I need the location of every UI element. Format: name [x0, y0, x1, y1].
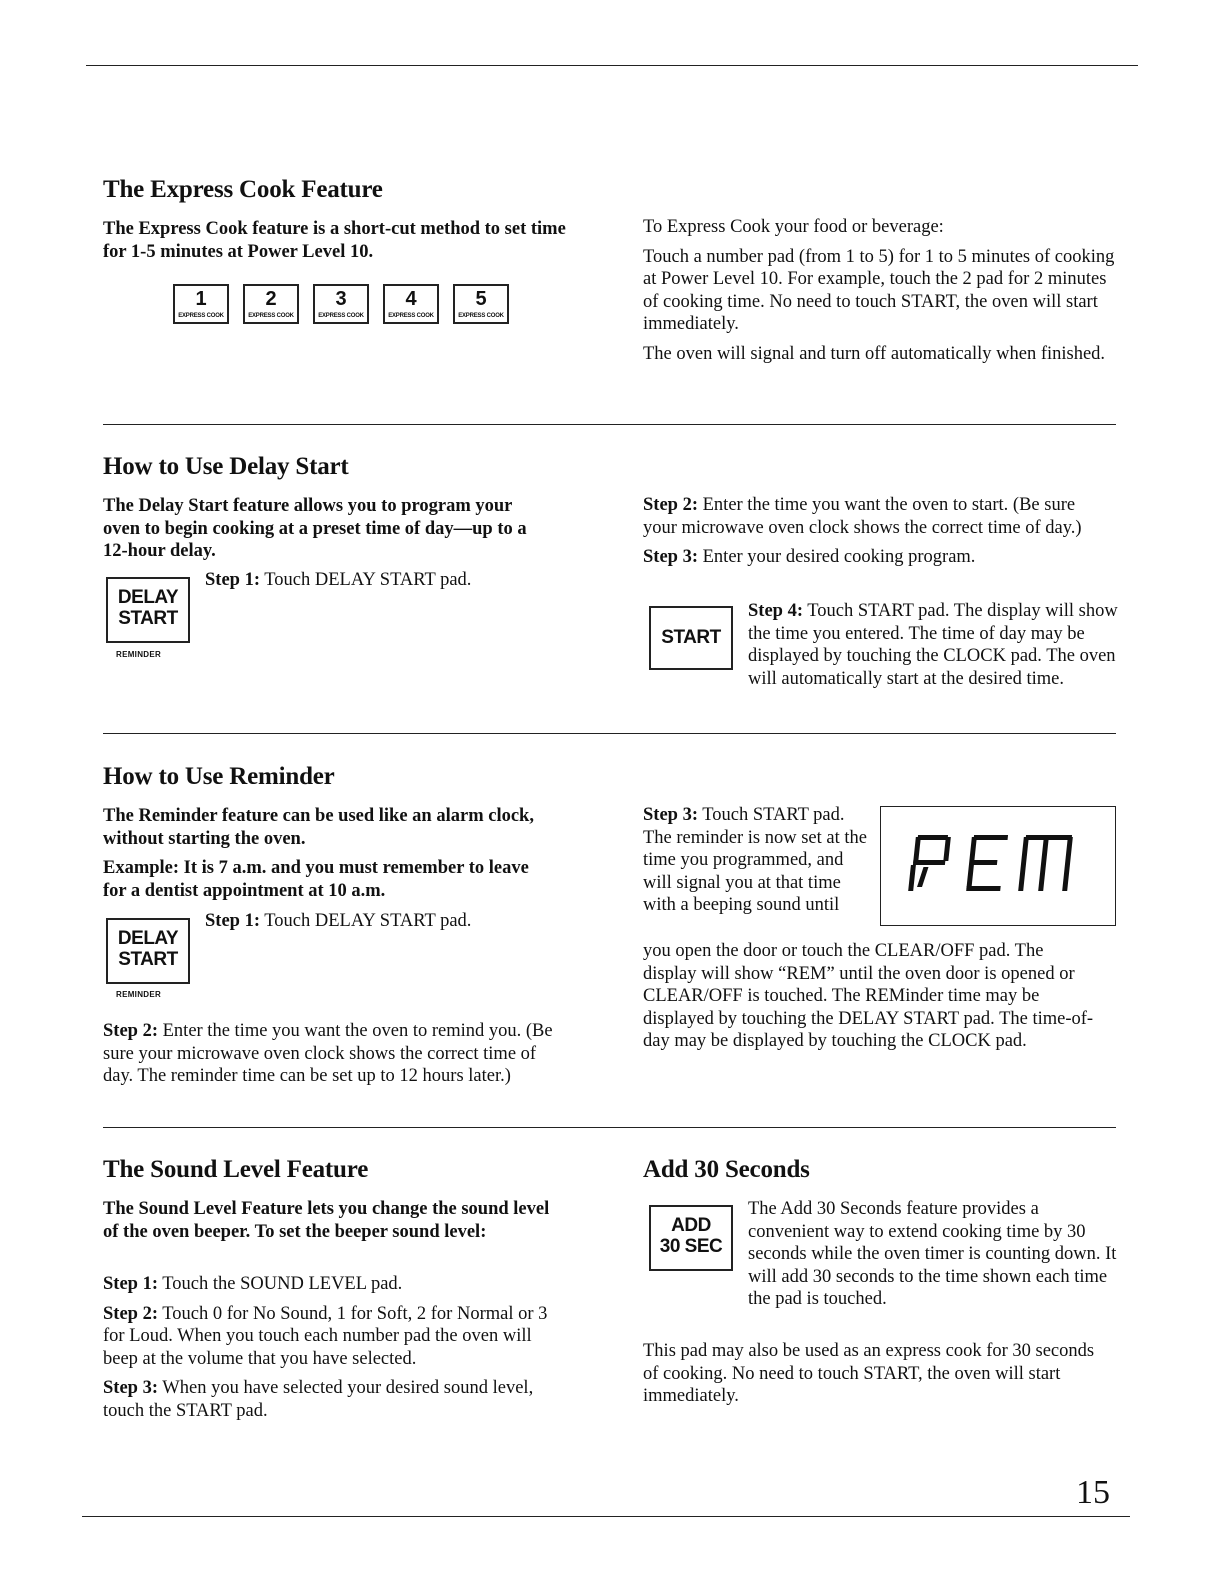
express-intro: To Express Cook your food or beverage:	[643, 217, 944, 237]
section-rule-2	[103, 733, 1116, 734]
express-right-column	[643, 216, 1121, 365]
page-number: 15	[1076, 1474, 1110, 1511]
sound-step3: Step 3: When you have selected your desired sound level, touch the START pad.	[103, 1378, 534, 1421]
add30-description: The Add 30 Seconds feature provides a convenient way to extend cooking time by 30 seconds while the oven timer is counting down. It will add 30 seconds to the time shown each time the pad is touched.	[748, 1199, 1117, 1309]
sound-steps	[103, 1273, 565, 1422]
express-title: The Express Cook Feature	[103, 176, 383, 203]
delay-title: How to Use Delay Start	[103, 453, 349, 480]
delay-pad-sublabel: REMINDER	[116, 650, 162, 659]
delay-start-pad[interactable]: DELAY START	[106, 577, 190, 643]
delay-right-column	[643, 494, 1113, 569]
delay-step1: Step 1: Touch DELAY START pad.	[205, 570, 472, 590]
express-pad-1[interactable]: 1 EXPRESS COOK	[173, 284, 229, 324]
express-pad-5[interactable]: 5 EXPRESS COOK	[453, 284, 509, 324]
reminder-lead: The Reminder feature can be used like an alarm clock, without starting the oven.	[103, 806, 534, 849]
reminder-step3: Step 3: Touch START pad. The reminder is now set at the time you programmed, and will signal you at that time with a beeping sound until	[643, 805, 867, 915]
section-rule-1	[103, 424, 1116, 425]
reminder-step2: Step 2: Enter the time you want the oven to remind you. (Be sure your microwave oven clock shows the correct time of day. The reminder time can be set up to 12 hours later.)	[103, 1021, 553, 1086]
sound-step2: Step 2: Touch 0 for No Sound, 1 for Soft, 2 for Normal or 3 for Loud. When you touch each number pad the oven will beep at the volume that you have selected.	[103, 1303, 548, 1369]
svg-text:REM: REM	[881, 807, 884, 808]
delay-step4: Step 4: Touch START pad. The display will show the time you entered. The time of day may be displayed by touching the CLOCK pad. The oven will automatically start at the desired time.	[748, 601, 1118, 689]
section-rule-3	[103, 1127, 1116, 1128]
express-lead: The Express Cook feature is a short-cut method to set time for 1-5 minutes at Power Level 10.	[103, 219, 566, 262]
sound-step1: Step 1: Touch the SOUND LEVEL pad.	[103, 1274, 403, 1294]
rem-display	[880, 806, 1116, 926]
reminder-delay-start-pad[interactable]: DELAY START	[106, 918, 190, 984]
delay-lead: The Delay Start feature allows you to program your oven to begin cooking at a preset time of day—up to a 12-hour delay.	[103, 496, 527, 561]
express-pad-3[interactable]: 3 EXPRESS COOK	[313, 284, 369, 324]
rem-segment-readout	[881, 807, 1114, 924]
reminder-pad-sublabel: REMINDER	[116, 990, 162, 999]
delay-step2: Step 2: Enter the time you want the oven to start. (Be sure your microwave oven clock shows the correct time of day.)	[643, 495, 1082, 538]
add30-title: Add 30 Seconds	[643, 1156, 810, 1183]
sound-title: The Sound Level Feature	[103, 1156, 369, 1183]
reminder-step1: Step 1: Touch DELAY START pad.	[205, 911, 472, 931]
express-instructions: Touch a number pad (from 1 to 5) for 1 to 5 minutes of cooking at Power Level 10. For example, touch the 2 pad for 2 minutes of cooking time. No need to touch START, the oven will start immediately.	[643, 246, 1115, 334]
reminder-step3-continued: you open the door or touch the CLEAR/OFF pad. The display will show “REM” until the oven door is opened or CLEAR/OFF is touched. The REMinder time may be displayed by touching the DELAY START pad. The time-of-day may be displayed by touching the CLOCK pad.	[643, 941, 1094, 1051]
add-30-sec-pad[interactable]: ADD 30 SEC	[649, 1205, 733, 1271]
express-pad-2[interactable]: 2 EXPRESS COOK	[243, 284, 299, 324]
sound-lead: The Sound Level Feature lets you change the sound level of the oven beeper. To set the beeper sound level:	[103, 1199, 550, 1242]
start-pad[interactable]: START	[649, 606, 733, 670]
add30-express-note: This pad may also be used as an express cook for 30 seconds of cooking. No need to touch START, the oven will start immediately.	[643, 1341, 1095, 1406]
reminder-title: How to Use Reminder	[103, 763, 335, 790]
top-rule	[86, 65, 1138, 66]
bottom-rule	[82, 1516, 1130, 1517]
reminder-example: Example: It is 7 a.m. and you must remember to leave for a dentist appointment at 10 a.m.	[103, 858, 529, 901]
delay-step3: Step 3: Enter your desired cooking program.	[643, 547, 976, 567]
express-signal-note: The oven will signal and turn off automatically when finished.	[643, 343, 1106, 364]
express-pad-4[interactable]: 4 EXPRESS COOK	[383, 284, 439, 324]
